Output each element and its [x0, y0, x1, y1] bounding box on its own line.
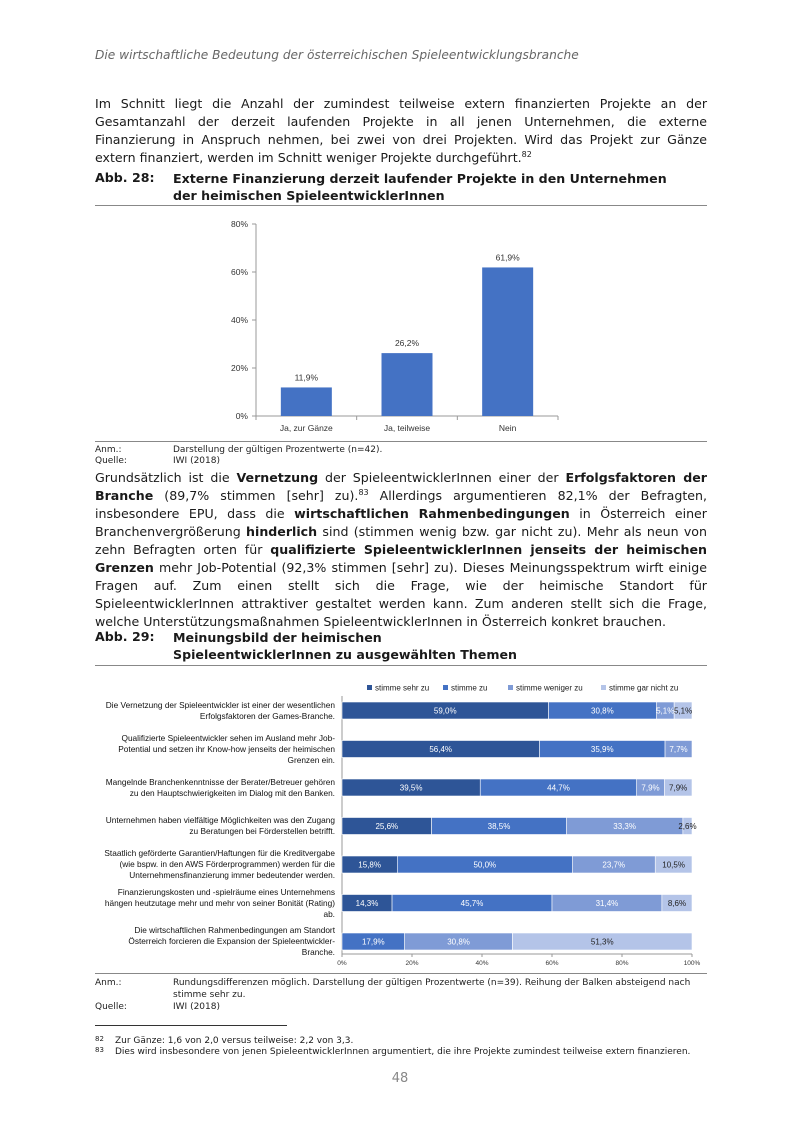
- legend-label: stimme weniger zu: [516, 683, 583, 693]
- y-tick-labels: [231, 219, 248, 421]
- body-paragraph: [95, 469, 707, 631]
- category-label-line: Die wirtschaftlichen Rahmenbedingungen am Standort: [134, 925, 335, 935]
- data-label: 50,0%: [473, 860, 497, 870]
- figure-28-top-rule: [95, 205, 707, 206]
- data-label: 7,9%: [669, 783, 688, 793]
- figure-28-title: Externe Finanzierung derzeit laufender Projekte in den Unternehmen der heimischen SpieleentwicklerInnen: [173, 171, 667, 203]
- category-label-line: Unternehmensfinanzierung immer bedeutender werden.: [129, 870, 335, 880]
- data-label: 5,1%: [673, 706, 693, 716]
- data-label: 45,7%: [460, 899, 484, 908]
- x-tick-labels: [337, 960, 700, 967]
- figure-29-top-rule: [95, 665, 707, 666]
- x-tick-label: 0%: [337, 960, 347, 967]
- y-tick-label: 60%: [230, 267, 248, 277]
- category-label-line: Potential und setzen ihr Know-how jenseits der heimischen: [118, 743, 335, 754]
- text-run: sind (stimmen wenig bzw. gar nicht zu). Mehr als neun von zehn Befragten orten für: [95, 524, 707, 557]
- footnote-number: 82: [95, 1035, 104, 1043]
- emphasis: wirtschaftlichen Rahmenbedingungen: [294, 506, 570, 521]
- x-tick-label: 100%: [683, 960, 701, 967]
- legend-swatch: [367, 685, 372, 690]
- data-label: 30,8%: [447, 937, 470, 947]
- bar: [482, 267, 533, 416]
- x-tick-label: 20%: [405, 960, 419, 967]
- footnote-number: 83: [95, 1046, 104, 1054]
- note-text: Darstellung der gültigen Prozentwerte (n=42).: [173, 445, 383, 455]
- data-label: 7,9%: [641, 783, 660, 793]
- y-tick-label: 80%: [230, 219, 248, 229]
- figure-29-bottom-rule: [95, 973, 707, 974]
- data-label: 33,3%: [613, 822, 636, 831]
- text-run: Grundsätzlich ist die: [95, 470, 237, 485]
- intro-text: Im Schnitt liegt die Anzahl der zumindest teilweise extern finanzierten Projekte an der Gesamtanzahl der derzeit laufenden Projekte in all jenen Unternehmen, die externe Finanzierung in Anspruch nehmen, bei zwei von drei Projekten. Wird das Projekt zur Gänze extern finanziert, werden im Schnitt weniger Projekte durchgeführt.: [95, 96, 707, 165]
- source-text: IWI (2018): [173, 456, 220, 466]
- figure-28-heading: [95, 170, 707, 204]
- y-tick-label: 40%: [230, 315, 248, 325]
- source-label: Quelle:: [95, 456, 127, 466]
- figure-28-number: Abb. 28:: [95, 170, 155, 185]
- category-label: Ja, teilweise: [383, 423, 431, 433]
- note-text: Rundungsdifferenzen möglich. Darstellung der gültigen Prozentwerte (n=39). Reihung der Balken absteigend nach stimme sehr zu.: [173, 978, 691, 1000]
- legend: [367, 684, 678, 693]
- data-label: 5,1%: [656, 706, 675, 716]
- category-label-line: Unternehmen haben vielfältige Möglichkeiten was den Zugang: [105, 815, 335, 825]
- legend-swatch: [601, 685, 606, 690]
- footnote-text: Zur Gänze: 1,6 von 2,0 versus teilweise: 2,2 von 3,3.: [115, 1036, 354, 1046]
- figure-28-bottom-rule: [95, 441, 707, 442]
- data-label: 56,4%: [429, 745, 453, 754]
- data-label: 30,8%: [591, 706, 614, 716]
- note-label: Anm.:: [95, 978, 122, 988]
- data-label: 39,5%: [399, 783, 423, 793]
- bar: [382, 353, 433, 416]
- data-label: 51,3%: [590, 937, 614, 947]
- category-label-line: Finanzierungskosten und -spielräume eines Unternehmens: [117, 886, 335, 897]
- legend-label: stimme gar nicht zu: [609, 683, 679, 693]
- y-tick-label: 0%: [235, 411, 248, 421]
- category-label-line: hängen heutzutage mehr und mehr von seiner Bonität (Rating): [104, 897, 335, 908]
- data-label: 2,6%: [678, 822, 697, 831]
- category-label: Nein: [498, 423, 517, 433]
- stacked-bar-svg: [95, 668, 707, 970]
- figure-29-notes: [95, 977, 707, 1017]
- category-label-line: Branche.: [301, 947, 335, 957]
- footnote-separator: [95, 1025, 287, 1026]
- category-label-line: Grenzen ein.: [287, 754, 335, 765]
- bar: [281, 387, 332, 416]
- category-label-line: zu den Hauptschwierigkeiten im Dialog mit den Banken.: [129, 787, 335, 798]
- category-label-line: Österreich forcieren die Expansion der Spieleentwickler-: [128, 936, 335, 946]
- category-label-line: Mangelnde Branchenkenntnisse der Berater/Betreuer gehören: [105, 776, 335, 787]
- data-label: 10,5%: [662, 860, 685, 870]
- category-label-line: Staatlich geförderte Garantien/Haftungen für die Kreditvergabe: [104, 848, 335, 858]
- figure-29-number: Abb. 29:: [95, 629, 155, 644]
- data-label: 38,5%: [487, 822, 511, 831]
- legend-label: stimme sehr zu: [375, 683, 430, 693]
- category-label-line: Qualifizierte Spieleentwickler sehen im Ausland mehr Job-: [121, 732, 335, 743]
- intro-paragraph: [95, 95, 707, 167]
- note-label: Anm.:: [95, 445, 122, 455]
- data-label: 59,0%: [433, 706, 457, 716]
- y-tick-label: 20%: [230, 363, 248, 373]
- source-text: IWI (2018): [173, 1002, 220, 1012]
- footnote-ref-82[interactable]: 82: [521, 150, 532, 159]
- category-label-line: ab.: [323, 908, 335, 919]
- legend-label: stimme zu: [451, 683, 488, 693]
- data-label: 61,9%: [495, 252, 520, 263]
- legend-swatch: [508, 685, 513, 690]
- footnote-ref-83[interactable]: 83: [358, 488, 369, 497]
- footnote-83: [95, 1047, 707, 1059]
- text-run: Allerdings argumentieren 82,1% der Befragten, insbesondere EPU, dass die: [95, 488, 707, 521]
- category-label-line: Erfolgsfaktoren der Games-Branche.: [199, 710, 335, 721]
- x-tick-label: 80%: [615, 960, 629, 967]
- data-label: 17,9%: [361, 937, 385, 947]
- data-label: 26,2%: [394, 338, 420, 349]
- data-label: 8,6%: [667, 899, 687, 908]
- page-number: 48: [391, 1071, 409, 1086]
- figure-29-heading: [95, 629, 707, 663]
- category-labels: [280, 423, 517, 433]
- text-run: in Österreich einer Branchenvergrößerung: [95, 506, 707, 539]
- data-label: 31,4%: [595, 899, 619, 908]
- legend-swatch: [443, 685, 448, 690]
- emphasis: hinderlich: [246, 524, 318, 539]
- emphasis: qualifizierte SpieleentwicklerInnen jenseits der heimischen Grenzen: [95, 542, 707, 575]
- text-run: (89,7% stimmen [sehr] zu).: [153, 488, 359, 503]
- category-label-line: Die Vernetzung der Spieleentwickler ist einer der wesentlichen: [105, 699, 335, 710]
- figure-28-notes: [95, 444, 707, 468]
- data-label: 25,6%: [375, 822, 399, 831]
- x-tick-label: 40%: [475, 960, 489, 967]
- x-tick-label: 60%: [545, 960, 559, 967]
- data-label: 11,9%: [294, 372, 319, 383]
- text-run: der SpieleentwicklerInnen einer der: [318, 470, 566, 485]
- data-label: 14,3%: [355, 899, 379, 908]
- emphasis: Erfolgsfaktoren der Branche: [95, 470, 708, 503]
- data-label: 23,7%: [602, 860, 626, 870]
- data-label: 44,7%: [547, 783, 570, 793]
- data-label: 15,8%: [358, 860, 381, 870]
- running-head: Die wirtschaftliche Bedeutung der österreichischen Spieleentwicklungsbranche: [95, 48, 579, 62]
- bars: [342, 702, 697, 950]
- text-run: mehr Job-Potential (92,3% stimmen [sehr] zu). Dieses Meinungsspektrum wirft einige Fragen auf. Zum einen stellt sich die Frage, wie der heimische Standort für SpieleentwicklerInnen attraktiver gestaltet werden kann. Zum anderen stellt sich die Frage, welche Unterstützungsmaßnahmen SpieleentwicklerInnen in Österreich konkret brauchen.: [95, 560, 707, 629]
- category-label-line: zu Beratungen bei Förderstellen betrifft.: [189, 826, 335, 836]
- emphasis: Vernetzung: [236, 470, 319, 485]
- figure-28-chart: [95, 207, 707, 440]
- category-label-line: (wie bspw. in den AWS Förderprogrammen) werden für die: [119, 859, 335, 869]
- category-label: Ja, zur Gänze: [279, 423, 333, 433]
- footnote-text: Dies wird insbesondere von jenen SpieleentwicklerInnen argumentiert, die ihre Projekte zumindest teilweise extern finanzieren.: [115, 1047, 691, 1057]
- data-label: 35,9%: [590, 745, 614, 754]
- data-label: 7,7%: [669, 745, 688, 754]
- figure-29-title: Meinungsbild der heimischen SpieleentwicklerInnen zu ausgewählten Themen: [173, 630, 517, 662]
- figure-29-chart: [95, 668, 707, 970]
- source-label: Quelle:: [95, 1002, 127, 1012]
